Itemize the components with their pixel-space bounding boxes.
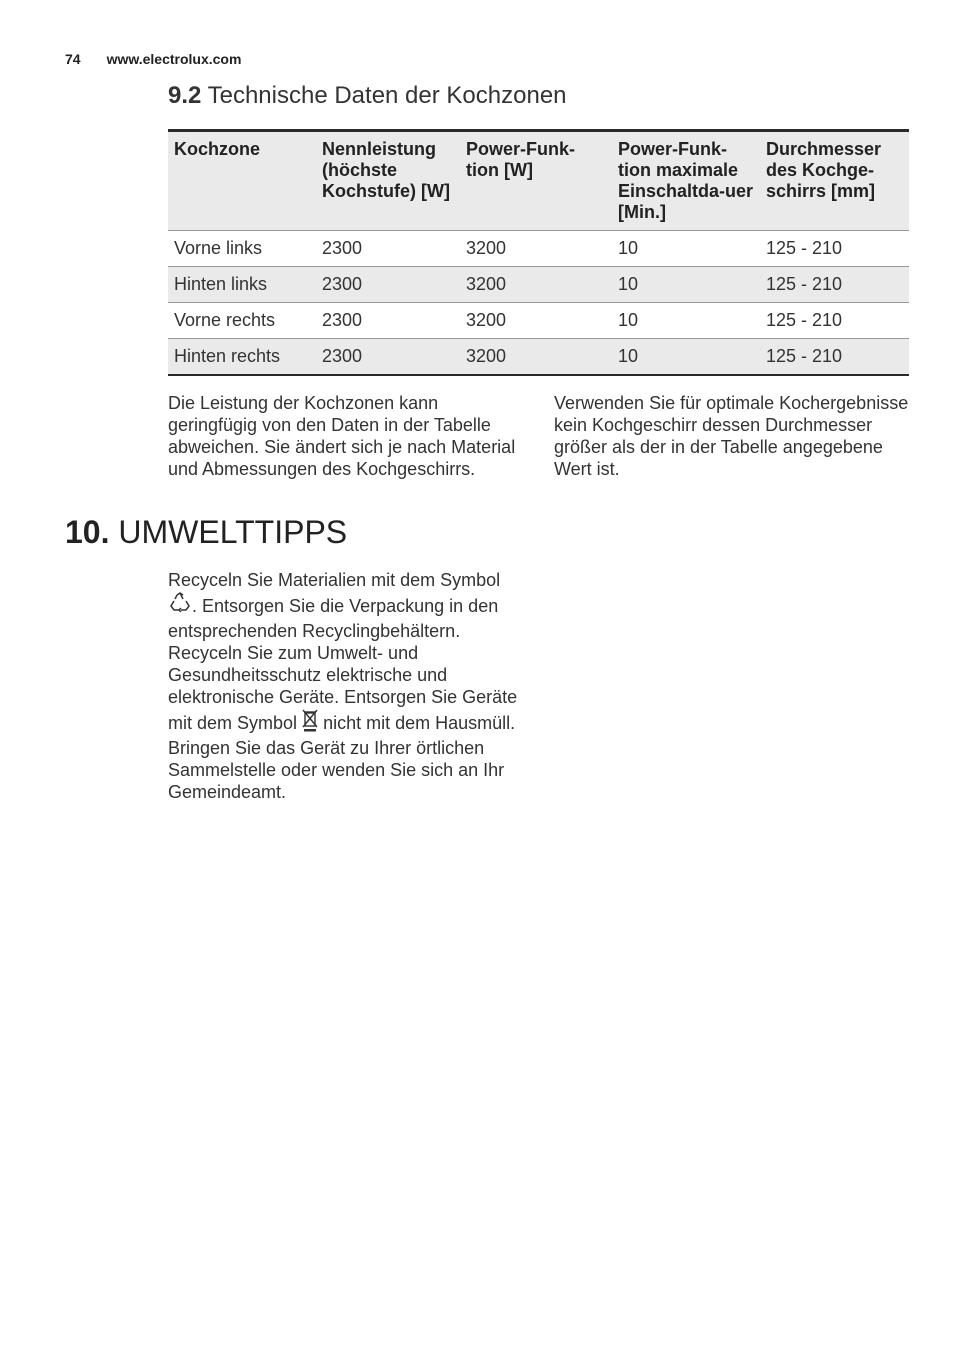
environment-paragraph: [168, 569, 520, 803]
table-cell: 125 - 210: [760, 303, 909, 339]
table-row: [168, 303, 909, 339]
table-cell: 125 - 210: [760, 267, 909, 303]
section-title: [168, 82, 567, 110]
table-header-row: [168, 131, 909, 231]
table-cell: Hinten rechts: [168, 339, 316, 376]
table-cell: 10: [612, 267, 760, 303]
table-cell: 125 - 210: [760, 231, 909, 267]
chapter-title-text: UMWELTTIPPS: [118, 514, 348, 550]
table-row: [168, 231, 909, 267]
table-cell: 3200: [460, 231, 612, 267]
table-cell: 2300: [316, 339, 460, 376]
table-cell: 10: [612, 339, 760, 376]
table-row: [168, 267, 909, 303]
note-right: Verwenden Sie für optimale Kochergebnisse kein Kochgeschirr dessen Durchmesser größer als der in der Tabelle angegebene Wert ist.: [554, 393, 909, 479]
chapter-title: [65, 514, 347, 551]
table-cell: 2300: [316, 267, 460, 303]
table-cell: 2300: [316, 231, 460, 267]
chapter-number: 10.: [65, 514, 110, 550]
table-cell: 125 - 210: [760, 339, 909, 376]
crossed-bin-icon: [302, 708, 318, 737]
recycling-icon: [168, 591, 192, 620]
page-number: 74: [65, 51, 81, 67]
table-cell: Hinten links: [168, 267, 316, 303]
table-header-cell: Durchmesser des Kochge-schirrs [mm]: [760, 131, 909, 231]
website-url: www.electrolux.com: [106, 51, 242, 67]
table-header-cell: Kochzone: [168, 131, 316, 231]
table-header-cell: Power-Funk-tion [W]: [460, 131, 612, 231]
cooking-zones-table: [168, 129, 909, 376]
table-cell: 3200: [460, 339, 612, 376]
table-cell: 3200: [460, 303, 612, 339]
table-cell: Vorne rechts: [168, 303, 316, 339]
section-number: 9.2: [168, 82, 202, 109]
table-cell: 3200: [460, 267, 612, 303]
environment-text-3: nicht mit dem Hausmüll. Bringen Sie das Gerät zu Ihrer örtlichen Sammelstelle oder wenden Sie sich an Ihr Gemeindeamt.: [168, 713, 516, 802]
table-cell: 10: [612, 231, 760, 267]
note-left: Die Leistung der Kochzonen kann geringfügig von den Daten in der Tabelle abweichen. Sie ändert sich je nach Material und Abmessungen des Kochgeschirrs.: [168, 393, 516, 479]
page-header: [65, 51, 241, 67]
table-cell: 10: [612, 303, 760, 339]
environment-text-1: Recyceln Sie Materialien mit dem Symbol: [168, 570, 501, 590]
table-header-cell: Nennleistung (höchste Kochstufe) [W]: [316, 131, 460, 231]
section-title-text: Technische Daten der Kochzonen: [207, 82, 567, 109]
table-cell: 2300: [316, 303, 460, 339]
table-header-cell: Power-Funk-tion maximale Einschaltda-uer [Min.]: [612, 131, 760, 231]
table-row: [168, 339, 909, 376]
table-cell: Vorne links: [168, 231, 316, 267]
environment-text-2: . Entsorgen Sie die Verpackung in den entsprechenden Recyclingbehältern. Recyceln Sie zum Umwelt- und Gesundheitsschutz elektrische und elektronische Geräte. Entsorgen Sie Geräte mit dem Symbol: [168, 596, 518, 733]
